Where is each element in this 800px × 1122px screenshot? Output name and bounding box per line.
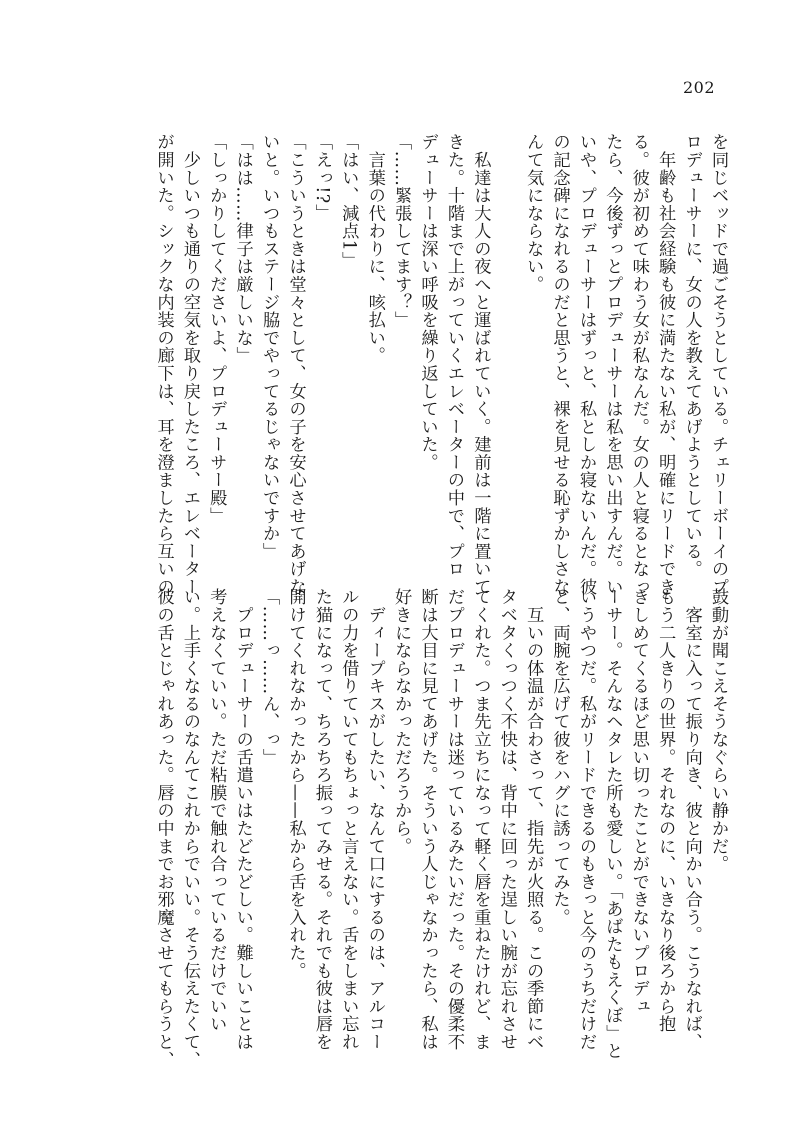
text-line: きしめてくるほど思い切ったことができないプロデュ [628,588,649,1015]
text-line: 「……っ……ん、っ」 [259,588,280,766]
text-line [493,133,519,563]
text-line: んて気にならない。 [523,133,544,294]
text-line: もう二人きりの世界。それなのに、いきなり後ろから抱 [655,588,676,1033]
text-line: を同じベッドで過ごそうとしている。チェリーボーイのプ [708,133,728,596]
text-line: 「はは……律子は厳しいな」 [232,133,253,365]
text-line: 私達は大人の夜へと運ばれていく。建前は一階に置いて [470,133,491,596]
text-line: タベタくっつく不快は、背中に回った逞しい腕が忘れさせ [496,588,517,1051]
text-line: と、両腕を広げて彼をハグに誘ってみた。 [549,588,570,927]
text-line: ルの力を借りていてもちょっと言えない。舌をしまい忘れ [338,588,359,1051]
text-line: 言葉の代わりに、咳払い。 [364,133,385,365]
text-line: いうやつだ。私がリードできるのもきっと今のうちだけだ [575,588,596,1051]
text-line: 好きにならなかっただろうから。 [391,588,412,855]
text-line: てくれた。つま先立ちになって軽く唇を重ねたけれど、ま [470,588,491,1051]
text-line: 「えっ!?」 [311,133,332,222]
text-line: 断は大目に見てあげた。そういう人じゃなかったら、私は [417,588,438,1051]
text-line: 彼の舌とじゃれあった。唇の中までお邪魔させてもらうと、 [153,588,174,1069]
text-line: プロデューサーの舌遣いはたどたどしい。難しいことは [232,588,253,1051]
text-line: 少しいつも通りの空気を取り戻したころ、エレベーター [179,133,200,596]
text-line: たら、今後ずっとプロデューサーは私を思い出すんだ。い [602,133,623,596]
text-line: 考えなくていい。ただ粘膜で触れ合っているだけでいい [206,588,227,1033]
text-line: 客室に入って振り向き、彼と向かい合う。こうなれば、 [681,588,702,1051]
text-line: が開いた。シックな内装の廊下は、耳を澄ましたら互いの [153,133,174,596]
text-line: い。上手くなるのなんてこれからでいい。そう伝えたくて、 [179,588,200,1069]
text-line: いと。いつもステージ脇でやってるじゃないですか」 [259,133,280,560]
text-line: 「はい、減点1」 [338,133,359,270]
bottom-text-block [150,588,731,1069]
text-line: 年齢も社会経験も彼に満たない私が、明確にリードでき [655,133,676,596]
text-line: の記念碑になれるのだと思うと、裸を見せる恥ずかしさな [549,133,570,596]
text-line: 開けてくれなかったから——私から舌を入れた。 [285,588,306,980]
text-line: ーサー。そんなヘタレた所も愛しい。「あばたもえくぼ」と [602,588,623,1060]
text-line: 「……緊張してます？」 [391,133,412,329]
text-line: きた。十階まで上がっていくエレベーターの中で、プロ [443,133,464,578]
text-line: いや、プロデューサーはずっと、私としか寝ないんだ。彼 [575,133,596,596]
text-line: 互いの体温が合わさって、指先が火照る。この季節にベ [523,588,544,1051]
text-line: だプロデューサーは迷っているみたいだった。その優柔不 [443,588,464,1051]
text-line: ロデューサーに、女の人を教えてあげようとしている。 [681,133,702,578]
text-line: た猫になって、ちろちろ振ってみせる。それでも彼は唇を [311,588,332,1051]
page-number: 202 [683,78,716,97]
text-line: ディープキスがしたい、なんて口にするのは、アルコー [364,588,385,1051]
text-line: デューサーは深い呼吸を繰り返していた。 [417,133,438,472]
text-line: 「こういうときは堂々として、女の子を安心させてあげな [285,133,306,596]
text-line: 「しっかりしてくださいよ、プロデューサー殿」 [206,133,227,525]
top-text-block [150,133,731,596]
text-line: る。彼が初めて味わう女が私なんだ。女の人と寝るとなっ [628,133,649,596]
text-line: 鼓動が聞こえそうなぐらい静かだ。 [708,588,728,873]
